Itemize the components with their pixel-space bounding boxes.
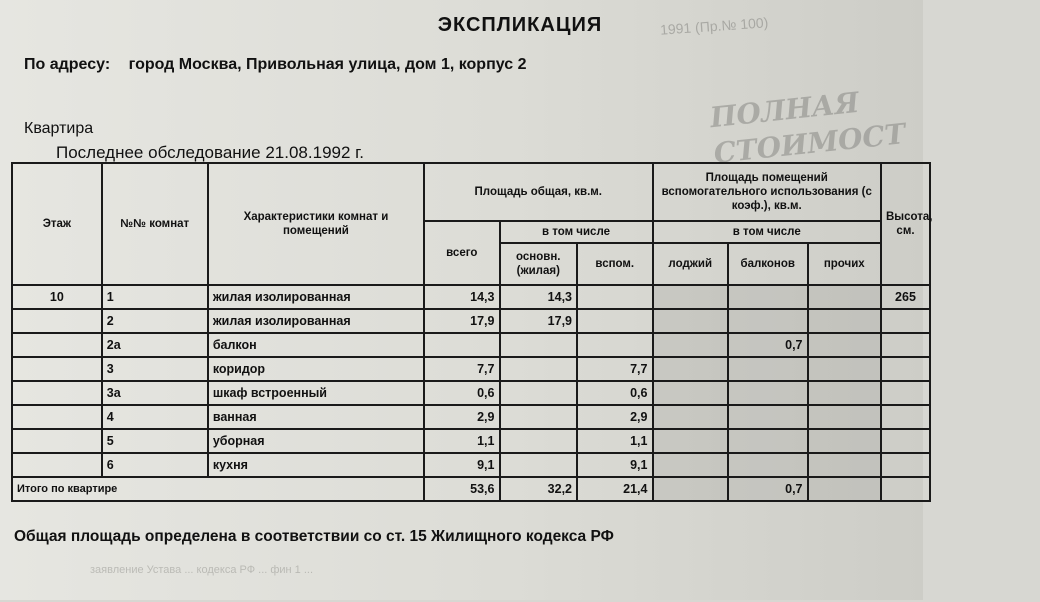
cell-total: 14,3 bbox=[424, 285, 499, 309]
cell-aux: 1,1 bbox=[577, 429, 652, 453]
explication-table bbox=[11, 162, 931, 502]
cell-desc: ванная bbox=[208, 405, 424, 429]
header-aux: вспом. bbox=[577, 243, 652, 285]
header-balconies: балконов bbox=[728, 243, 808, 285]
address-line bbox=[24, 56, 526, 74]
cell-desc: жилая изолированная bbox=[208, 309, 424, 333]
address-label: По адресу: bbox=[24, 56, 111, 73]
cell-aux: 0,6 bbox=[577, 381, 652, 405]
header-rooms: №№ комнат bbox=[102, 163, 208, 285]
cell-floor bbox=[12, 309, 102, 333]
cell-balcony: 0,7 bbox=[728, 333, 808, 357]
cell-floor bbox=[12, 381, 102, 405]
page-title: ЭКСПЛИКАЦИЯ bbox=[437, 14, 603, 36]
cell-other bbox=[808, 285, 881, 309]
bleed-through-text: заявление Устава ... кодекса РФ ... фин 1 ... bbox=[90, 564, 314, 576]
cell-aux bbox=[577, 333, 652, 357]
cell-floor bbox=[12, 405, 102, 429]
table-row bbox=[12, 453, 930, 477]
totals-loggia bbox=[653, 477, 728, 501]
cell-balcony bbox=[728, 405, 808, 429]
cell-balcony bbox=[728, 453, 808, 477]
survey-date: Последнее обследование 21.08.1992 г. bbox=[56, 143, 365, 162]
totals-row bbox=[12, 477, 930, 501]
cell-room: 2 bbox=[102, 309, 208, 333]
cell-balcony bbox=[728, 357, 808, 381]
cell-loggia bbox=[653, 405, 728, 429]
cell-height bbox=[881, 357, 930, 381]
cell-aux: 7,7 bbox=[577, 357, 652, 381]
cell-floor bbox=[12, 357, 102, 381]
cell-other bbox=[808, 405, 881, 429]
cell-main bbox=[500, 333, 578, 357]
cell-other bbox=[808, 333, 881, 357]
cell-loggia bbox=[653, 285, 728, 309]
header-floor: Этаж bbox=[12, 163, 102, 285]
cell-desc: коридор bbox=[208, 357, 424, 381]
cell-room: 2а bbox=[102, 333, 208, 357]
cell-room: 1 bbox=[102, 285, 208, 309]
stamp: ПОЛНАЯ СТОИМОСТ bbox=[708, 85, 908, 171]
table-row bbox=[12, 381, 930, 405]
address-value: город Москва, Привольная улица, дом 1, корпус 2 bbox=[128, 56, 527, 73]
header-incl-aux: в том числе bbox=[653, 221, 881, 243]
cell-room: 3 bbox=[102, 357, 208, 381]
cell-height bbox=[881, 381, 930, 405]
table-row bbox=[12, 405, 930, 429]
cell-aux: 9,1 bbox=[577, 453, 652, 477]
table-row bbox=[12, 309, 930, 333]
cell-desc: кухня bbox=[208, 453, 424, 477]
cell-height bbox=[881, 309, 930, 333]
totals-other bbox=[808, 477, 881, 501]
cell-other bbox=[808, 381, 881, 405]
cell-desc: жилая изолированная bbox=[208, 285, 424, 309]
cell-other bbox=[808, 429, 881, 453]
header-loggias: лоджий bbox=[653, 243, 728, 285]
cell-aux bbox=[577, 309, 652, 333]
apartment-label: Квартира bbox=[24, 120, 94, 137]
cell-height bbox=[881, 453, 930, 477]
totals-aux: 21,4 bbox=[577, 477, 652, 501]
cell-main bbox=[500, 429, 578, 453]
header-height: Высота, см. bbox=[881, 163, 930, 285]
header-other: прочих bbox=[808, 243, 881, 285]
header-characteristics: Характеристики комнат и помещений bbox=[208, 163, 424, 285]
cell-room: 6 bbox=[102, 453, 208, 477]
cell-aux bbox=[577, 285, 652, 309]
cell-loggia bbox=[653, 309, 728, 333]
stamp-top: 1991 (Пр.№ 100) bbox=[659, 14, 769, 38]
cell-total: 1,1 bbox=[424, 429, 499, 453]
totals-balcony: 0,7 bbox=[728, 477, 808, 501]
cell-balcony bbox=[728, 381, 808, 405]
cell-total: 0,6 bbox=[424, 381, 499, 405]
cell-height bbox=[881, 429, 930, 453]
cell-floor bbox=[12, 333, 102, 357]
cell-room: 4 bbox=[102, 405, 208, 429]
cell-other bbox=[808, 309, 881, 333]
cell-main: 14,3 bbox=[500, 285, 578, 309]
cell-main: 17,9 bbox=[500, 309, 578, 333]
cell-aux: 2,9 bbox=[577, 405, 652, 429]
cell-desc: шкаф встроенный bbox=[208, 381, 424, 405]
table-row bbox=[12, 429, 930, 453]
header-area-total: Площадь общая, кв.м. bbox=[424, 163, 652, 221]
cell-desc: уборная bbox=[208, 429, 424, 453]
header-total: всего bbox=[424, 221, 499, 285]
table-row bbox=[12, 285, 930, 309]
totals-main: 32,2 bbox=[500, 477, 578, 501]
cell-total: 9,1 bbox=[424, 453, 499, 477]
cell-balcony bbox=[728, 309, 808, 333]
cell-room: 5 bbox=[102, 429, 208, 453]
table-row bbox=[12, 357, 930, 381]
cell-floor bbox=[12, 429, 102, 453]
cell-balcony bbox=[728, 429, 808, 453]
totals-label: Итого по квартире bbox=[12, 477, 424, 501]
totals-total: 53,6 bbox=[424, 477, 499, 501]
cell-loggia bbox=[653, 333, 728, 357]
header-incl: в том числе bbox=[500, 221, 653, 243]
table-row bbox=[12, 333, 930, 357]
totals-height bbox=[881, 477, 930, 501]
cell-desc: балкон bbox=[208, 333, 424, 357]
cell-height bbox=[881, 333, 930, 357]
cell-total: 2,9 bbox=[424, 405, 499, 429]
cell-balcony bbox=[728, 285, 808, 309]
cell-loggia bbox=[653, 429, 728, 453]
cell-room: 3а bbox=[102, 381, 208, 405]
cell-main bbox=[500, 357, 578, 381]
table-body bbox=[12, 285, 930, 501]
cell-total bbox=[424, 333, 499, 357]
cell-other bbox=[808, 357, 881, 381]
cell-total: 7,7 bbox=[424, 357, 499, 381]
cell-floor bbox=[12, 453, 102, 477]
cell-height bbox=[881, 405, 930, 429]
cell-other bbox=[808, 453, 881, 477]
footer-note: Общая площадь определена в соответствии со ст. 15 Жилищного кодекса РФ bbox=[14, 528, 614, 545]
cell-height: 265 bbox=[881, 285, 930, 309]
header-main: основн. (жилая) bbox=[500, 243, 578, 285]
header-aux-area: Площадь помещений вспомогательного использования (с коэф.), кв.м. bbox=[653, 163, 881, 221]
cell-total: 17,9 bbox=[424, 309, 499, 333]
cell-loggia bbox=[653, 357, 728, 381]
cell-loggia bbox=[653, 453, 728, 477]
cell-main bbox=[500, 381, 578, 405]
cell-main bbox=[500, 405, 578, 429]
cell-floor: 10 bbox=[12, 285, 102, 309]
cell-loggia bbox=[653, 381, 728, 405]
cell-main bbox=[500, 453, 578, 477]
